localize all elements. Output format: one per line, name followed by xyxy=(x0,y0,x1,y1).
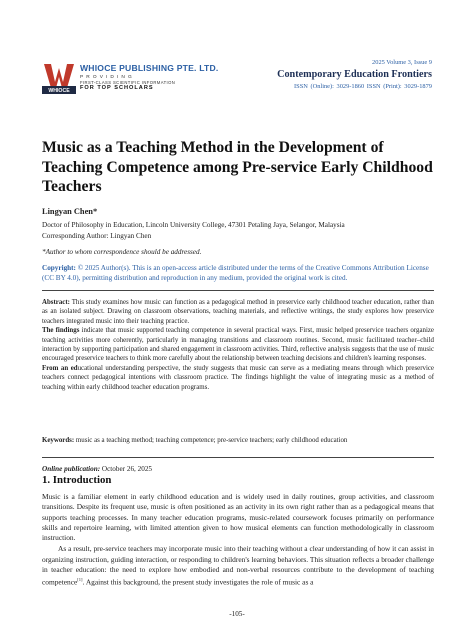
publisher-block xyxy=(80,63,230,91)
online-date: October 26, 2025 xyxy=(101,465,153,473)
article-title: Music as a Teaching Method in the Development of Teaching Competence among Pre-service Early Childhood Teachers xyxy=(42,139,433,195)
section-heading-introduction: 1. Introduction xyxy=(42,474,112,486)
journal-info xyxy=(277,59,432,90)
abstract xyxy=(42,298,434,392)
journal-title: Contemporary Education Frontiers xyxy=(277,69,432,80)
logo-text: WHIOCE xyxy=(48,88,70,94)
publisher-tagline-3: FOR TOP SCHOLARS xyxy=(80,85,154,91)
issn-line[interactable]: ISSN (Online): 3029-1860 ISSN (Print): 3029-1879 xyxy=(294,83,432,90)
abstract-label: Abstract: xyxy=(42,299,70,306)
keywords xyxy=(42,437,434,444)
keywords-label: Keywords: xyxy=(42,437,75,444)
publisher-name: WHIOCE PUBLISHING PTE. LTD. xyxy=(80,63,219,73)
abstract-text-3: ucational understanding perspective, the study suggests that music can serve as a mediating means through which preservice teachers connect pedagogical intentions with classroom practice. The findings highlight the value of integrating music as a method of teaching within early childhood teacher education programs. xyxy=(42,364,434,391)
divider-top xyxy=(42,290,434,291)
corresponding-author: Corresponding Author: Lingyan Chen xyxy=(42,232,152,240)
findings-label: The findings xyxy=(42,327,80,335)
abstract-paragraph-2 xyxy=(42,326,434,364)
publisher-tagline-1: PROVIDING xyxy=(80,75,135,80)
abstract-paragraph-1 xyxy=(42,298,434,326)
publisher-logo-icon xyxy=(42,60,76,94)
citation-1[interactable]: [1] xyxy=(77,577,83,583)
intro-paragraph-2 xyxy=(42,544,434,588)
abstract-paragraph-3 xyxy=(42,364,434,392)
online-label: Online publication: xyxy=(42,465,101,473)
copyright-notice[interactable] xyxy=(42,263,434,284)
page-number: -105- xyxy=(229,610,245,618)
from-label: From an ed xyxy=(42,364,78,372)
intro-text-2b: . Against this background, the present study investigates the role of music as a xyxy=(82,577,314,587)
online-publication xyxy=(42,465,152,473)
volume-issue[interactable]: 2025 Volume 3, Issue 9 xyxy=(372,59,432,66)
author-name: Lingyan Chen* xyxy=(42,207,98,216)
publisher-tagline-2: FIRST-CLASS SCIENTIFIC INFORMATION xyxy=(80,80,176,85)
intro-paragraph-1: Music is a familiar element in early childhood education and is widely used in daily routines, group activities, and classroom transitions. Despite its frequent use, music is often positioned as an activity in its own right rather than as a pedagogical means that supports teaching processes. In many teacher education programs, music-related coursework focuses primarily on performance skills and repertoire learning, with limited attention given to how musical elements can function methodologically in classroom instruction. xyxy=(42,492,434,543)
author-affiliation: Doctor of Philosophy in Education, Lincoln University College, 47301 Petaling Jaya, Selangor, Malaysia xyxy=(42,221,345,229)
intro-text-2a: As a result, pre-service teachers may incorporate music into their teaching without a clear understanding of how it can assist in organizing instruction, guiding interaction, or responding to children's learning behaviors. This situation reflects a broader challenge in teacher education: the need to explore how embodied and non-verbal resources contribute to the development of teaching competence xyxy=(42,544,434,587)
divider-middle xyxy=(42,457,434,458)
copyright-text[interactable]: © 2025 Author(s). This is an open-access article distributed under the terms of the Creative Commons Attribution License (CC BY 4.0), permitting distribution and reproduction in any medium, provided the original work is cited. xyxy=(42,264,429,283)
keywords-text: music as a teaching method; teaching competence; pre-service teachers; early childhood education xyxy=(75,437,348,444)
introduction-body xyxy=(42,492,434,588)
correspondence-note: *Author to whom correspondence should be addressed. xyxy=(42,248,202,256)
abstract-text-1: This study examines how music can function as a pedagogical method in preservice early childhood teacher education, rather than as an isolated subject. Drawing on classroom observations, teaching materials, and reflective writings, the study explores how preservice teachers integrated music into their teaching practice. xyxy=(42,299,434,325)
abstract-text-2: indicate that music supported teaching competence in several practical ways. First, music helped preservice teachers organize teaching activities more coherently, particularly in managing transitions and classroom routines. Second, music facilitated teacher–child interaction by supporting participation and shared engagement in classroom activities. Third, reflective analysis suggests that the use of music encouraged preservice teachers to think more carefully about the relationship between teaching decisions and children's learning responses. xyxy=(42,327,434,363)
copyright-label: Copyright: xyxy=(42,264,76,272)
